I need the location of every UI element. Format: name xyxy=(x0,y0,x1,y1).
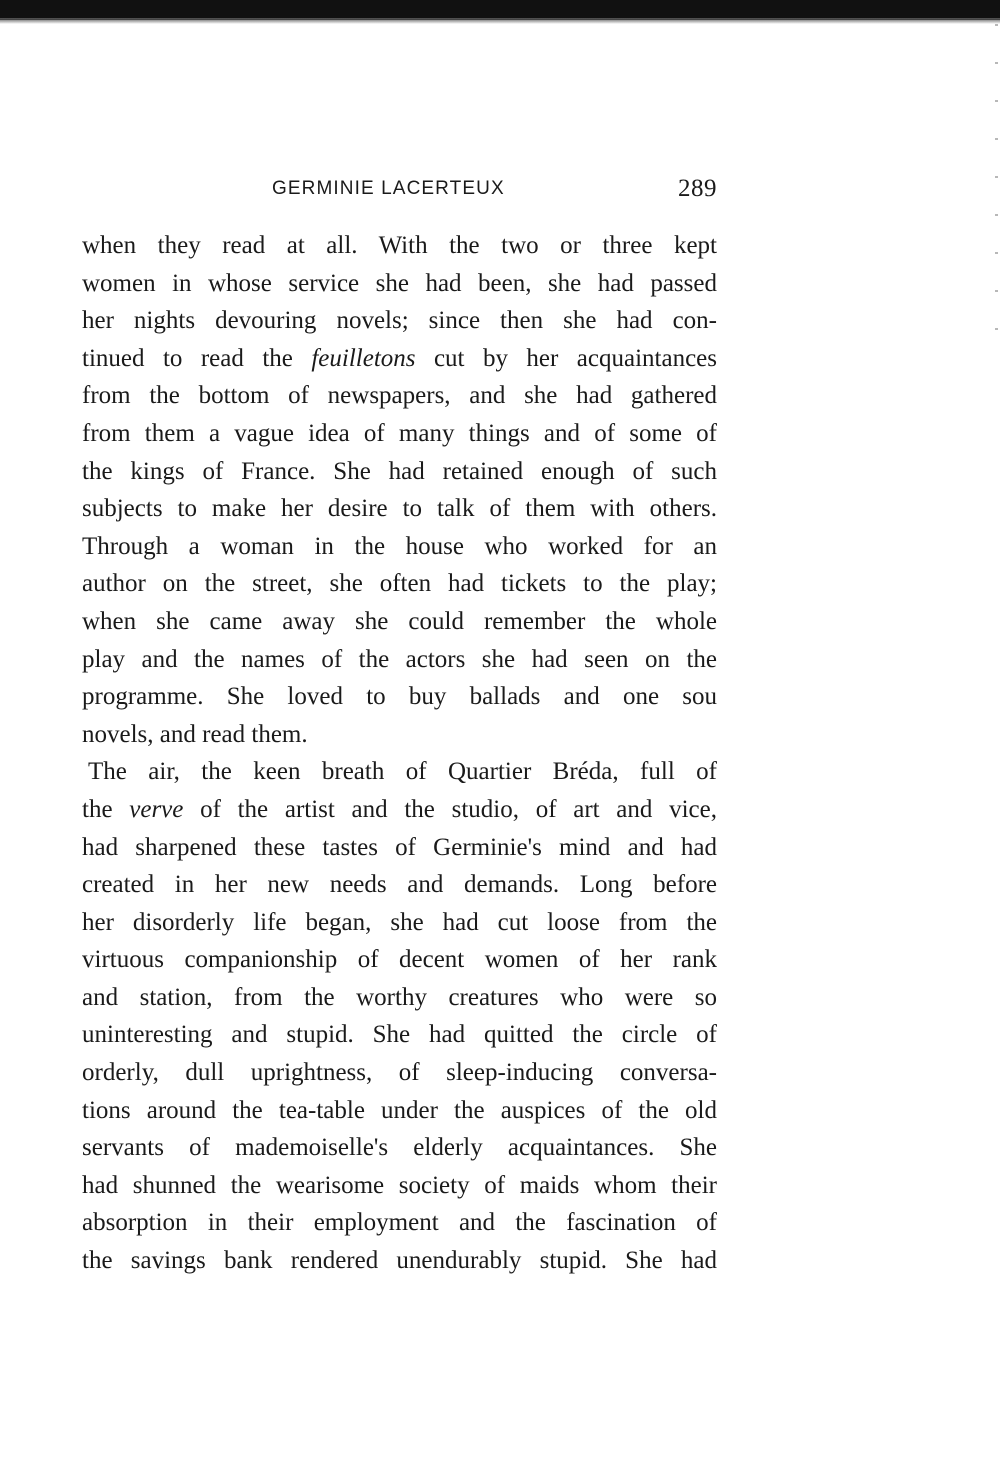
text-fragment: cut by her acquaintances xyxy=(415,344,717,372)
text-line: servants of mademoiselle's elderly acquaintances. She xyxy=(82,1134,717,1162)
text-line: orderly, dull uprightness, of sleep-inducing conversa- xyxy=(82,1059,717,1087)
text-line: uninteresting and stupid. She had quitted the circle of xyxy=(82,1021,717,1049)
running-header xyxy=(272,175,717,208)
italic-word: verve xyxy=(129,795,184,823)
paragraph-2 xyxy=(82,753,717,1279)
page-number: 289 xyxy=(678,175,717,202)
text-line: from the bottom of newspapers, and she had gathered xyxy=(82,382,717,410)
text-line: had shunned the wearisome society of maids whom their xyxy=(82,1171,717,1199)
text-line: virtuous companionship of decent women of her rank xyxy=(82,946,717,974)
text-fragment: of the artist and the studio, of art and vice, xyxy=(183,795,717,823)
text-line: her nights devouring novels; since then she had con- xyxy=(82,307,717,335)
text-line: absorption in their employment and the fascination of xyxy=(82,1209,717,1237)
text-line: when she came away she could remember the whole xyxy=(82,607,717,635)
text-line: author on the street, she often had tickets to the play; xyxy=(82,570,717,598)
italic-word: feuilletons xyxy=(311,344,416,372)
text-line: The air, the keen breath of Quartier Bréda, full of xyxy=(88,758,717,786)
text-line: created in her new needs and demands. Long before xyxy=(82,871,717,899)
text-line: when they read at all. With the two or three kept xyxy=(82,232,717,259)
text-line: tions around the tea-table under the auspices of the old xyxy=(82,1096,717,1124)
text-fragment: the xyxy=(82,795,130,823)
scan-top-border xyxy=(0,0,1000,20)
text-line: had sharpened these tastes of Germinie's mind and had xyxy=(82,833,717,861)
body-text xyxy=(82,227,717,1280)
text-line: novels, and read them. xyxy=(82,720,308,748)
text-line: and station, from the worthy creatures who were so xyxy=(82,983,717,1011)
text-line: programme. She loved to buy ballads and one sou xyxy=(82,683,717,711)
text-line: play and the names of the actors she had seen on the xyxy=(82,645,717,673)
text-line: Through a woman in the house who worked for an xyxy=(82,532,717,560)
text-line: her disorderly life began, she had cut loose from the xyxy=(82,908,717,936)
scan-edge-marks xyxy=(995,24,998,344)
running-title: GERMINIE LACERTEUX xyxy=(272,178,505,199)
text-line: women in whose service she had been, she had passed xyxy=(82,269,717,297)
text-line: from them a vague idea of many things and of some of xyxy=(82,419,717,447)
text-line: the savings bank rendered unendurably stupid. She had xyxy=(82,1247,717,1275)
text-line: subjects to make her desire to talk of them with others. xyxy=(82,495,717,523)
text-line-with-italic xyxy=(82,791,717,829)
text-fragment: tinued to read the xyxy=(82,344,312,372)
paragraph-1 xyxy=(82,227,717,753)
text-line: the kings of France. She had retained enough of such xyxy=(82,457,717,485)
text-line-with-italic xyxy=(82,340,717,378)
